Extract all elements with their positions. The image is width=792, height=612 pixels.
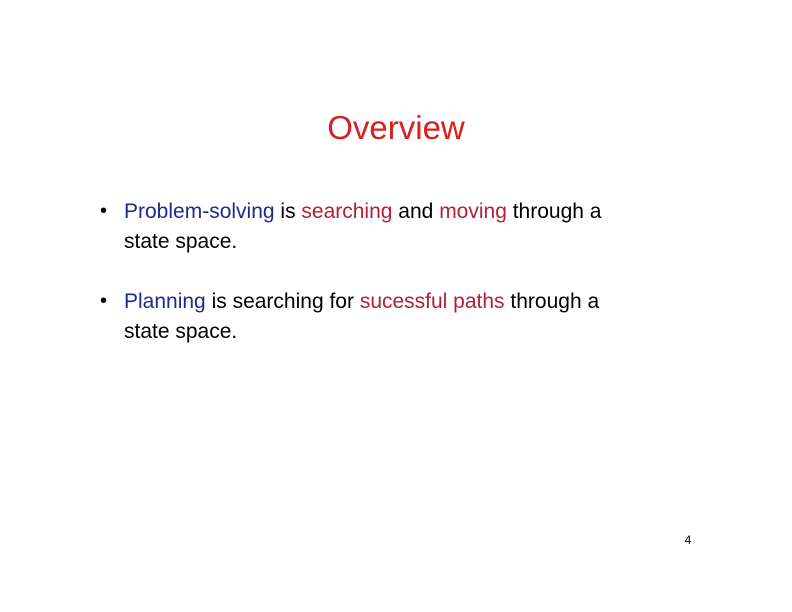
bullet-text: and [392,200,440,223]
term-problem-solving: Problem-solving [124,200,275,223]
bullet-text: is [274,200,302,223]
bullet-text: through a [504,290,600,313]
term-planning: Planning [124,290,206,313]
term-sucessful-paths: sucessful paths [359,290,505,313]
bullet-item-problem-solving [100,197,720,257]
bullet-line [124,197,720,227]
bullet-line [124,287,720,317]
slide-title: Overview [327,109,465,146]
page-number: 4 [684,533,692,547]
bullet-item-planning [100,287,720,347]
bullet-line-continuation: state space. [124,320,238,343]
bullet-line-continuation: state space. [124,230,238,253]
bullet-marker: • [100,290,108,312]
bullet-marker: • [100,200,108,222]
bullet-text: through a [506,200,602,223]
term-moving: moving [439,200,507,223]
bullet-list [100,197,720,377]
bullet-text: is searching for [205,290,360,313]
term-searching: searching [301,200,393,223]
